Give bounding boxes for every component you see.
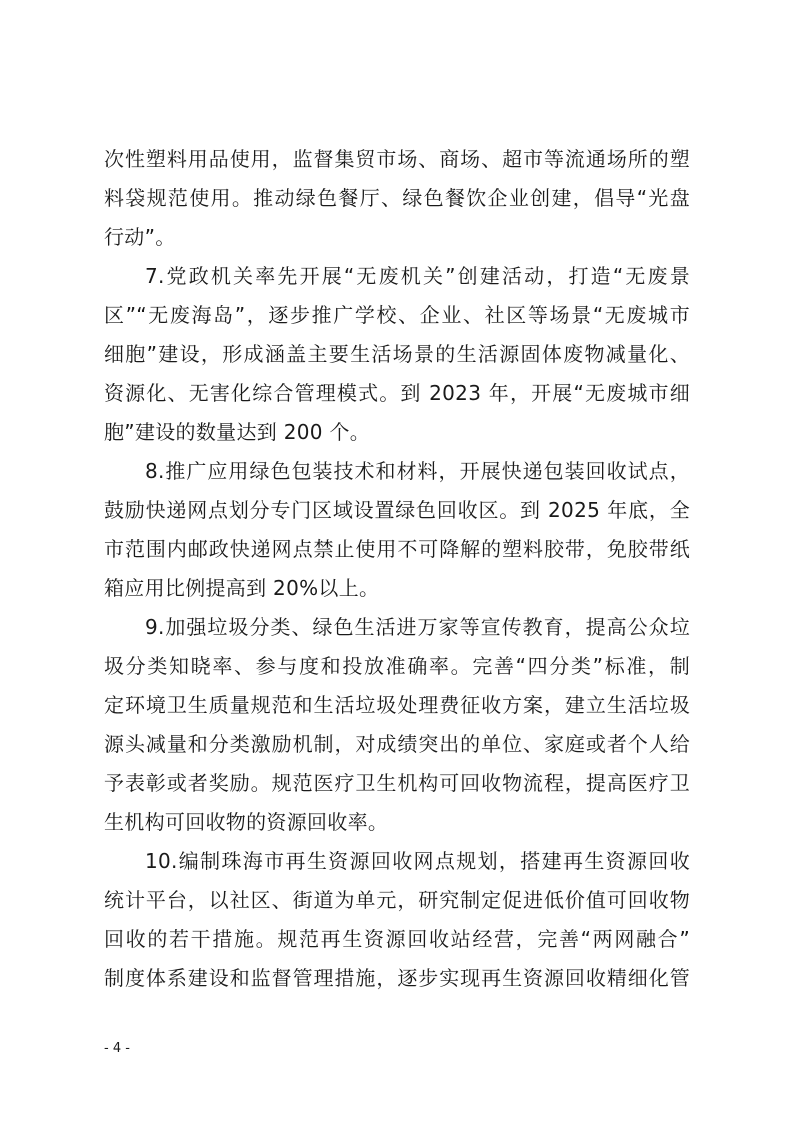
paragraph-line: 回收的若干措施。规范再生资源回收站经营，完善“两网融合”: [104, 927, 690, 951]
paragraph-line: 箱应用比例提高到 20%以上。: [104, 576, 380, 600]
paragraph-line: 予表彰或者奖励。规范医疗卫生机构可回收物流程，提高医疗卫: [104, 771, 690, 795]
paragraph-line: 市范围内邮政快递网点禁止使用不可降解的塑料胶带，免胶带纸: [104, 537, 690, 561]
paragraph-line: 10.编制珠海市再生资源回收网点规划，搭建再生资源回收: [145, 849, 690, 873]
paragraph-line: 生机构可回收物的资源回收率。: [104, 810, 389, 834]
paragraph-line: 9.加强垃圾分类、绿色生活进万家等宣传教育，提高公众垃: [145, 615, 690, 639]
paragraph-line: 胞”建设的数量达到 200 个。: [104, 420, 371, 444]
paragraph-line: 圾分类知晓率、参与度和投放准确率。完善“四分类”标准，制: [104, 654, 690, 678]
paragraph-line: 次性塑料用品使用，监督集贸市场、商场、超市等流通场所的塑: [104, 147, 690, 171]
paragraph-line: 区”“无废海岛”，逐步推广学校、企业、社区等场景“无废城市: [104, 303, 690, 327]
paragraph-line: 资源化、无害化综合管理模式。到 2023 年，开展“无废城市细: [104, 381, 690, 405]
paragraph-line: 鼓励快递网点划分专门区域设置绿色回收区。到 2025 年底，全: [104, 498, 690, 522]
paragraph-line: 料袋规范使用。推动绿色餐厅、绿色餐饮企业创建，倡导“光盘: [104, 186, 690, 210]
page-number: - 4 -: [104, 1041, 130, 1056]
paragraph-line: 定环境卫生质量规范和生活垃圾处理费征收方案，建立生活垃圾: [104, 693, 690, 717]
paragraph-line: 统计平台，以社区、街道为单元，研究制定促进低价值可回收物: [104, 888, 690, 912]
paragraph-line: 行动”。: [104, 225, 176, 249]
paragraph-line: 8.推广应用绿色包装技术和材料，开展快递包装回收试点，: [145, 459, 690, 483]
paragraph-line: 细胞”建设，形成涵盖主要生活场景的生活源固体废物减量化、: [104, 342, 690, 366]
paragraph-line: 源头减量和分类激励机制，对成绩突出的单位、家庭或者个人给: [104, 732, 690, 756]
paragraph-line: 制度体系建设和监督管理措施，逐步实现再生资源回收精细化管: [104, 966, 690, 990]
paragraph-line: 7.党政机关率先开展“无废机关”创建活动，打造“无废景: [145, 264, 690, 288]
